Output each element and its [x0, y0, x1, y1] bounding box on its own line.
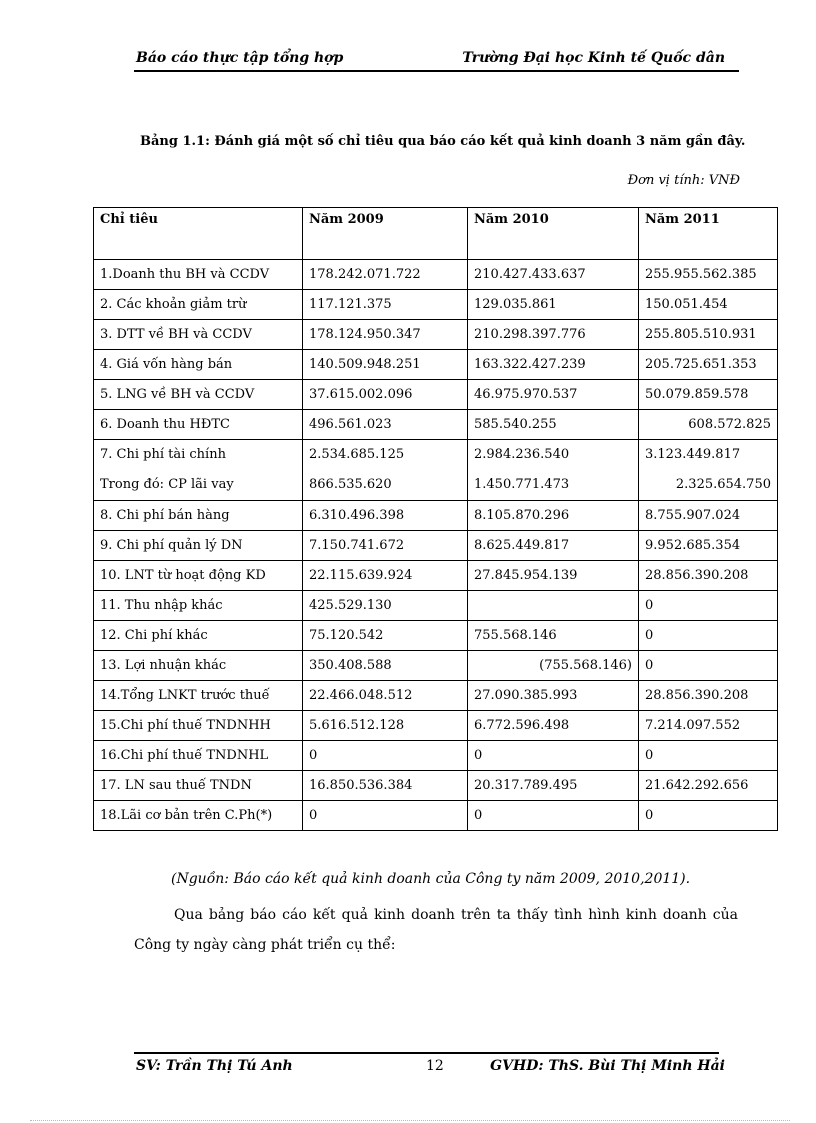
value-2009: 75.120.542	[303, 621, 468, 651]
value-2010: 8.105.870.296	[468, 501, 639, 531]
value-2010: 8.625.449.817	[468, 531, 639, 561]
value-2010: 129.035.861	[468, 290, 639, 320]
row-label-sub: Trong đó: CP lãi vay	[100, 477, 234, 492]
value-2010	[468, 440, 639, 501]
value-2010: 585.540.255	[468, 410, 639, 440]
row-label: 9. Chi phí quản lý DN	[94, 531, 303, 561]
value-2009: 5.616.512.128	[303, 711, 468, 741]
footer-student: SV: Trần Thị Tú Anh	[136, 1058, 293, 1074]
value-2009: 22.115.639.924	[303, 561, 468, 591]
header-2009: Năm 2009	[303, 208, 468, 260]
row-label: 11. Thu nhập khác	[94, 591, 303, 621]
value-2011: 8.755.907.024	[639, 501, 778, 531]
header-indicator: Chỉ tiêu	[94, 208, 303, 260]
row-label: 15.Chi phí thuế TNDNHH	[94, 711, 303, 741]
header-university: Trường Đại học Kinh tế Quốc dân	[462, 50, 725, 66]
value-sub: 1.450.771.473	[474, 477, 570, 492]
value-2011: 28.856.390.208	[639, 681, 778, 711]
table-row	[94, 561, 778, 591]
row-label: 13. Lợi nhuận khác	[94, 651, 303, 681]
value-main: 3.123.449.817	[645, 447, 741, 462]
row-label: 6. Doanh thu HĐTC	[94, 410, 303, 440]
value-2009: 140.509.948.251	[303, 350, 468, 380]
value-2009: 7.150.741.672	[303, 531, 468, 561]
row-label: 16.Chi phí thuế TNDNHL	[94, 741, 303, 771]
footer-advisor: GVHD: ThS. Bùi Thị Minh Hải	[490, 1058, 725, 1074]
page-footer	[134, 1058, 739, 1078]
value-2011: 0	[639, 621, 778, 651]
value-2010: 27.845.954.139	[468, 561, 639, 591]
value-2010	[468, 591, 639, 621]
value-2011: 28.856.390.208	[639, 561, 778, 591]
value-sub: 866.535.620	[309, 477, 392, 492]
value-2010: 210.298.397.776	[468, 320, 639, 350]
value-2010: 46.975.970.537	[468, 380, 639, 410]
value-2009: 0	[303, 741, 468, 771]
table-caption: Bảng 1.1: Đánh giá một số chỉ tiêu qua báo cáo kết quả kinh doanh 3 năm gần đây.	[140, 134, 746, 149]
value-2011: 255.955.562.385	[639, 260, 778, 290]
table-row	[94, 711, 778, 741]
table-row	[94, 501, 778, 531]
value-2010: 163.322.427.239	[468, 350, 639, 380]
paragraph-line-2: Công ty ngày càng phát triển cụ thể:	[134, 937, 396, 953]
source-note: (Nguồn: Báo cáo kết quả kinh doanh của Công ty năm 2009, 2010,2011).	[171, 871, 691, 887]
value-2009: 350.408.588	[303, 651, 468, 681]
page-edge-dots	[30, 1120, 790, 1121]
table-row	[94, 320, 778, 350]
value-2010: 0	[468, 801, 639, 831]
value-2009	[303, 440, 468, 501]
row-label: 14.Tổng LNKT trước thuế	[94, 681, 303, 711]
row-label: 8. Chi phí bán hàng	[94, 501, 303, 531]
row-label: 5. LNG về BH và CCDV	[94, 380, 303, 410]
row-label: 10. LNT từ hoạt động KD	[94, 561, 303, 591]
value-2011: 0	[639, 651, 778, 681]
value-2009: 16.850.536.384	[303, 771, 468, 801]
body-paragraph	[134, 900, 738, 960]
paragraph-line-1: Qua bảng báo cáo kết quả kinh doanh trên ta thấy tình hình kinh doanh của	[174, 907, 738, 923]
row-label: 1.Doanh thu BH và CCDV	[94, 260, 303, 290]
table-row	[94, 260, 778, 290]
table-row	[94, 290, 778, 320]
table-row	[94, 621, 778, 651]
value-2011: 0	[639, 591, 778, 621]
header-2011: Năm 2011	[639, 208, 778, 260]
value-2011: 150.051.454	[639, 290, 778, 320]
table-row	[94, 801, 778, 831]
value-2009: 0	[303, 801, 468, 831]
row-label: 4. Giá vốn hàng bán	[94, 350, 303, 380]
value-sub: 2.325.654.750	[675, 477, 771, 492]
value-2009: 37.615.002.096	[303, 380, 468, 410]
value-2011: 608.572.825	[639, 410, 778, 440]
value-2010: 755.568.146	[468, 621, 639, 651]
value-2009: 6.310.496.398	[303, 501, 468, 531]
value-2009: 496.561.023	[303, 410, 468, 440]
value-2010: 0	[468, 741, 639, 771]
footer-rule	[134, 1052, 719, 1054]
value-2011: 205.725.651.353	[639, 350, 778, 380]
value-2011: 50.079.859.578	[639, 380, 778, 410]
row-label: 17. LN sau thuế TNDN	[94, 771, 303, 801]
table-header-row	[94, 208, 778, 260]
financial-table	[93, 207, 778, 831]
value-2009: 22.466.048.512	[303, 681, 468, 711]
row-label: 3. DTT về BH và CCDV	[94, 320, 303, 350]
value-2010: (755.568.146)	[468, 651, 639, 681]
value-2011	[639, 440, 778, 501]
row-label-main: 7. Chi phí tài chính	[100, 447, 226, 462]
value-2010: 20.317.789.495	[468, 771, 639, 801]
value-2009: 178.124.950.347	[303, 320, 468, 350]
table-row	[94, 681, 778, 711]
row-label: 2. Các khoản giảm trừ	[94, 290, 303, 320]
value-2010: 6.772.596.498	[468, 711, 639, 741]
page-number: 12	[426, 1058, 444, 1074]
value-2011: 7.214.097.552	[639, 711, 778, 741]
table-row	[94, 651, 778, 681]
header-2010: Năm 2010	[468, 208, 639, 260]
table-row	[94, 531, 778, 561]
value-2010: 210.427.433.637	[468, 260, 639, 290]
table-row	[94, 591, 778, 621]
value-2011: 0	[639, 741, 778, 771]
table-row	[94, 440, 778, 501]
table-row	[94, 350, 778, 380]
row-label: 12. Chi phí khác	[94, 621, 303, 651]
value-2009: 117.121.375	[303, 290, 468, 320]
unit-label: Đơn vị tính: VNĐ	[627, 173, 740, 188]
value-2011: 0	[639, 801, 778, 831]
value-2009: 425.529.130	[303, 591, 468, 621]
value-main: 2.984.236.540	[474, 447, 570, 462]
header-rule	[134, 70, 739, 72]
value-2011: 21.642.292.656	[639, 771, 778, 801]
value-main: 2.534.685.125	[309, 447, 405, 462]
table-row	[94, 380, 778, 410]
row-label: 18.Lãi cơ bản trên C.Ph(*)	[94, 801, 303, 831]
value-2010: 27.090.385.993	[468, 681, 639, 711]
table-row	[94, 741, 778, 771]
page-header	[134, 50, 739, 70]
value-2009: 178.242.071.722	[303, 260, 468, 290]
header-report-title: Báo cáo thực tập tổng hợp	[136, 50, 344, 66]
table-row	[94, 410, 778, 440]
value-2011: 9.952.685.354	[639, 531, 778, 561]
table-row	[94, 771, 778, 801]
value-2011: 255.805.510.931	[639, 320, 778, 350]
row-label	[94, 440, 303, 501]
